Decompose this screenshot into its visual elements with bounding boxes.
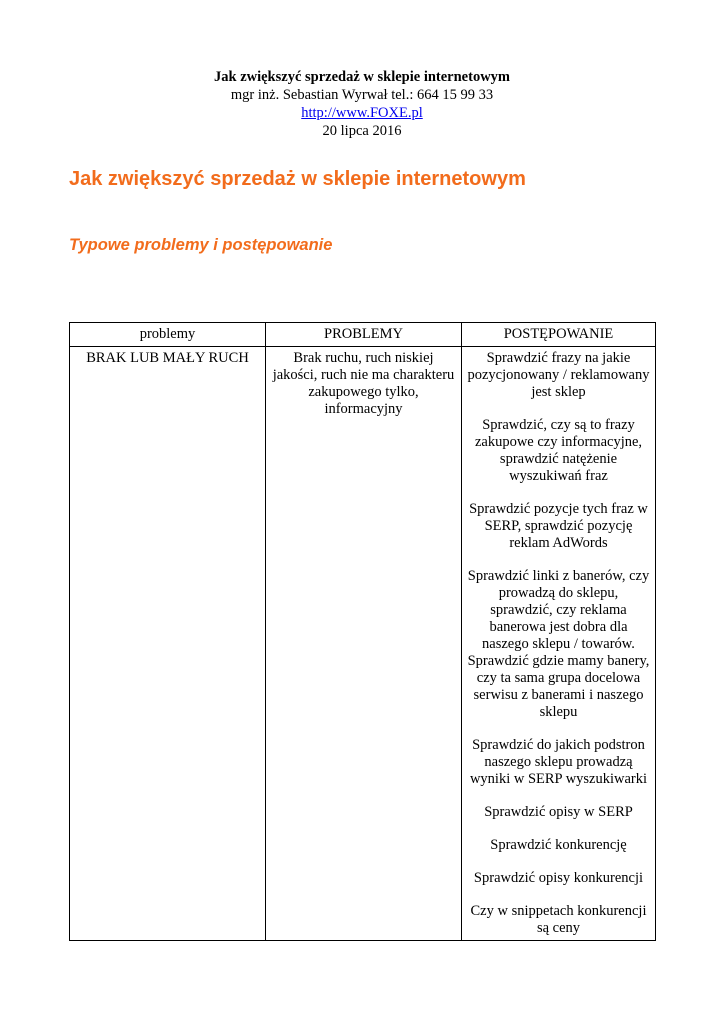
main-heading: Jak zwiększyć sprzedaż w sklepie internetowym bbox=[69, 168, 526, 190]
author-line: mgr inż. Sebastian Wyrwał tel.: 664 15 99 33 bbox=[230, 87, 494, 103]
table-header-row bbox=[70, 323, 656, 347]
action-item: Sprawdzić, czy są to frazy zakupowe czy informacyjne, sprawdzić natężenie wyszukiwań fraz bbox=[474, 417, 643, 484]
document-date: 20 lipca 2016 bbox=[322, 123, 402, 139]
action-item: Sprawdzić frazy na jakie pozycjonowany / reklamowany jest sklep bbox=[467, 350, 650, 400]
problems-table bbox=[69, 322, 656, 941]
description-cell: Brak ruchu, ruch niskiej jakości, ruch nie ma charakteru zakupowego tylko, informacyjny bbox=[266, 347, 462, 941]
column-header-actions: POSTĘPOWANIE bbox=[462, 323, 656, 347]
action-item: Sprawdzić pozycje tych fraz w SERP, sprawdzić pozycję reklam AdWords bbox=[469, 501, 648, 551]
action-item: Czy w snippetach konkurencji są ceny bbox=[470, 903, 647, 936]
document-header bbox=[0, 68, 724, 140]
action-item: Sprawdzić linki z banerów, czy prowadzą do sklepu, sprawdzić, czy reklama banerowa jest dobra dla naszego sklepu / towarów. Sprawdzić gdzie mamy banery, czy ta sama grupa docelowa serwisu z banerami i naszego sklepu bbox=[467, 568, 650, 720]
action-item: Sprawdzić konkurencję bbox=[490, 837, 627, 853]
table-row bbox=[70, 347, 656, 941]
action-item: Sprawdzić do jakich podstron naszego sklepu prowadzą wyniki w SERP wyszukiwarki bbox=[469, 737, 648, 787]
website-link[interactable]: http://www.FOXE.pl bbox=[301, 105, 423, 121]
column-header-problemy: problemy bbox=[70, 323, 266, 347]
action-item: Sprawdzić opisy w SERP bbox=[484, 804, 633, 820]
actions-cell bbox=[462, 347, 656, 941]
sub-heading: Typowe problemy i postępowanie bbox=[69, 236, 333, 254]
document-title: Jak zwiększyć sprzedaż w sklepie internetowym bbox=[214, 69, 510, 85]
problem-cell: BRAK LUB MAŁY RUCH bbox=[70, 347, 266, 941]
column-header-problems: PROBLEMY bbox=[266, 323, 462, 347]
action-item: Sprawdzić opisy konkurencji bbox=[473, 870, 644, 886]
